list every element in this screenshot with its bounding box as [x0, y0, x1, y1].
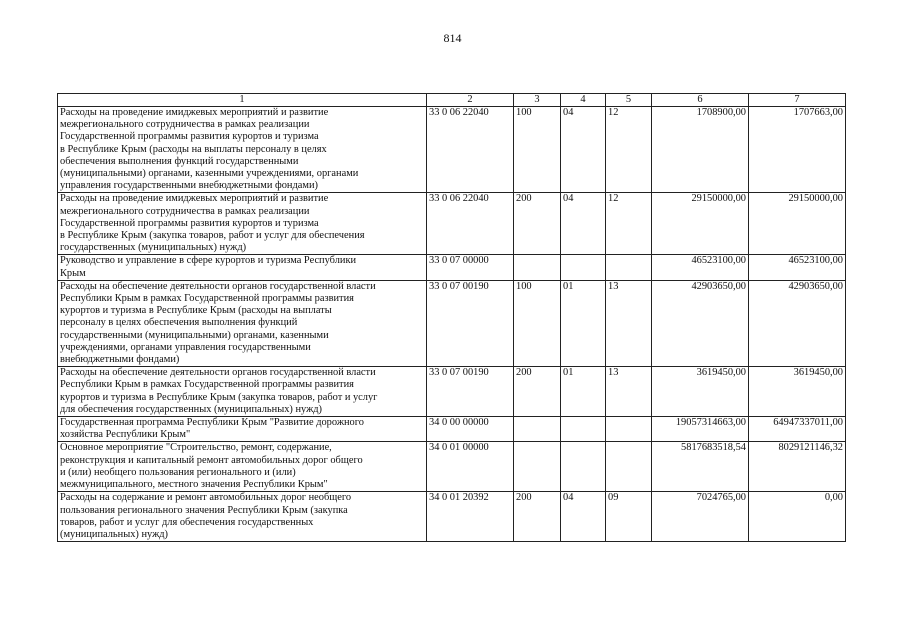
row-target-code: 33 0 06 22040	[427, 107, 514, 193]
row-section: 01	[561, 280, 606, 366]
header-col-6: 6	[652, 94, 749, 107]
row-section	[561, 417, 606, 442]
row-expense-type	[514, 255, 561, 280]
row-expense-type	[514, 417, 561, 442]
row-section: 01	[561, 367, 606, 417]
row-expense-type	[514, 442, 561, 492]
row-amount-col7: 42903650,00	[749, 280, 846, 366]
row-section	[561, 442, 606, 492]
row-target-code: 34 0 00 00000	[427, 417, 514, 442]
row-amount-col6: 46523100,00	[652, 255, 749, 280]
row-amount-col6: 19057314663,00	[652, 417, 749, 442]
row-amount-col6: 1708900,00	[652, 107, 749, 193]
row-expense-type: 200	[514, 492, 561, 542]
row-subsection: 12	[606, 107, 652, 193]
row-expense-type: 100	[514, 107, 561, 193]
row-target-code: 33 0 06 22040	[427, 193, 514, 255]
header-col-1: 1	[58, 94, 427, 107]
row-target-code: 34 0 01 00000	[427, 442, 514, 492]
row-amount-col6: 3619450,00	[652, 367, 749, 417]
row-target-code: 34 0 01 20392	[427, 492, 514, 542]
header-col-7: 7	[749, 94, 846, 107]
row-amount-col7: 29150000,00	[749, 193, 846, 255]
row-target-code: 33 0 07 00190	[427, 280, 514, 366]
header-col-3: 3	[514, 94, 561, 107]
row-amount-col6: 7024765,00	[652, 492, 749, 542]
row-description: Расходы на проведение имиджевых мероприятий и развитие межрегионального сотрудничества в рамках реализации Государственной программы развития курортов и туризма в Республике Крым (закупка товаров, работ и услуг для обеспечения государственных (муниципальных) нужд)	[58, 193, 427, 255]
row-description: Расходы на содержание и ремонт автомобильных дорог необщего пользования регионального значения Республики Крым (закупка товаров, работ и услуг для обеспечения государственных (муниципальных) нужд)	[58, 492, 427, 542]
row-description: Государственная программа Республики Крым "Развитие дорожного хозяйства Республики Крым"	[58, 417, 427, 442]
table-row	[58, 417, 846, 442]
table-row	[58, 442, 846, 492]
row-expense-type: 200	[514, 193, 561, 255]
row-amount-col6: 29150000,00	[652, 193, 749, 255]
header-col-4: 4	[561, 94, 606, 107]
table-row	[58, 255, 846, 280]
row-description: Расходы на проведение имиджевых мероприятий и развитие межрегионального сотрудничества в рамках реализации Государственной программы развития курортов и туризма в Республике Крым (расходы на выплаты персоналу в целях обеспечения выполнения функций государственными (муниципальными) органами, казенными учреждениями, органами управления государственными внебюджетными фондами)	[58, 107, 427, 193]
budget-table	[57, 93, 846, 542]
row-section: 04	[561, 492, 606, 542]
row-subsection	[606, 442, 652, 492]
row-amount-col7: 46523100,00	[749, 255, 846, 280]
table-row	[58, 367, 846, 417]
row-subsection: 13	[606, 367, 652, 417]
page-number: 814	[443, 31, 462, 45]
row-amount-col6: 5817683518,54	[652, 442, 749, 492]
row-section: 04	[561, 107, 606, 193]
row-description: Руководство и управление в сфере курортов и туризма Республики Крым	[58, 255, 427, 280]
row-target-code: 33 0 07 00000	[427, 255, 514, 280]
row-subsection: 12	[606, 193, 652, 255]
row-subsection: 09	[606, 492, 652, 542]
row-amount-col7: 1707663,00	[749, 107, 846, 193]
header-col-2: 2	[427, 94, 514, 107]
row-amount-col7: 0,00	[749, 492, 846, 542]
row-amount-col7: 64947337011,00	[749, 417, 846, 442]
row-subsection	[606, 417, 652, 442]
row-section: 04	[561, 193, 606, 255]
header-col-5: 5	[606, 94, 652, 107]
row-amount-col6: 42903650,00	[652, 280, 749, 366]
row-description: Основное мероприятие "Строительство, ремонт, содержание, реконструкция и капитальный ремонт автомобильных дорог общего и (или) необщего пользования регионального и (или) межмуниципального, местного значения Республики Крым"	[58, 442, 427, 492]
header-row	[58, 94, 846, 107]
row-expense-type: 200	[514, 367, 561, 417]
row-target-code: 33 0 07 00190	[427, 367, 514, 417]
table-row	[58, 280, 846, 366]
table-row	[58, 107, 846, 193]
table-row	[58, 492, 846, 542]
row-subsection	[606, 255, 652, 280]
row-section	[561, 255, 606, 280]
row-description: Расходы на обеспечение деятельности органов государственной власти Республики Крым в рамках Государственной программы развития курортов и туризма в Республике Крым (закупка товаров, работ и услуг для обеспечения государственных (муниципальных) нужд)	[58, 367, 427, 417]
row-expense-type: 100	[514, 280, 561, 366]
row-description: Расходы на обеспечение деятельности органов государственной власти Республики Крым в рамках Государственной программы развития курортов и туризма в Республике Крым (расходы на выплаты персоналу в целях обеспечения выполнения функций государственными (муниципальными) органами, казенными учреждениями, органами управления государственными внебюджетными фондами)	[58, 280, 427, 366]
table-row	[58, 193, 846, 255]
row-amount-col7: 3619450,00	[749, 367, 846, 417]
row-amount-col7: 8029121146,32	[749, 442, 846, 492]
row-subsection: 13	[606, 280, 652, 366]
